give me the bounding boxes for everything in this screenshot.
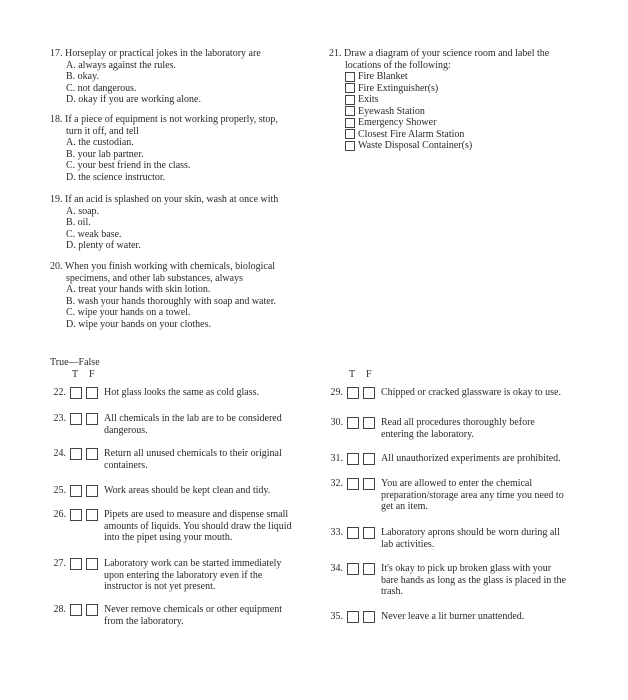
- option-d: D. okay if you are working alone.: [66, 94, 201, 105]
- item-number: 24.: [53, 448, 66, 459]
- tf-item-22: [48, 387, 259, 399]
- question-20-stem-cont: specimens, and other lab substances, always: [66, 272, 243, 284]
- item-text: Read all procedures thoroughly before entering the laboratory.: [381, 417, 535, 440]
- false-checkbox[interactable]: [86, 413, 98, 425]
- item-text: It's okay to pick up broken glass with your bare hands as long as the glass is placed in the trash.: [381, 563, 566, 597]
- checkbox[interactable]: [345, 129, 355, 139]
- option-a: A. soap.: [66, 205, 100, 217]
- item-text: Work areas should be kept clean and tidy.: [104, 485, 271, 496]
- true-checkbox[interactable]: [347, 611, 359, 623]
- true-checkbox[interactable]: [347, 478, 359, 490]
- option-c: C. your best friend in the class.: [66, 160, 191, 171]
- option-b: B. wash your hands thoroughly with soap and water.: [66, 295, 276, 307]
- item-text: Laboratory aprons should be worn during all lab activities.: [381, 527, 560, 550]
- option-a: A. treat your hands with skin lotion.: [66, 284, 211, 295]
- item-number: 32.: [330, 478, 343, 489]
- item-text: Pipets are used to measure and dispense small amounts of liquids. You should draw the liquid into the pipet using your mouth.: [104, 509, 292, 543]
- option-b: B. oil.: [66, 217, 91, 228]
- question-17: [50, 48, 261, 106]
- true-checkbox[interactable]: [347, 453, 359, 465]
- true-checkbox[interactable]: [347, 417, 359, 429]
- item-number: 34.: [330, 563, 343, 574]
- checklist-item[interactable]: Waste Disposal Container(s): [345, 140, 549, 152]
- option-a: A. always against the rules.: [66, 59, 176, 71]
- true-checkbox[interactable]: [347, 563, 359, 575]
- tf-item-31: [325, 453, 561, 465]
- checkbox[interactable]: [345, 95, 355, 105]
- item-text: Hot glass looks the same as cold glass.: [104, 387, 259, 398]
- item-number: 30.: [330, 417, 343, 428]
- true-checkbox[interactable]: [70, 485, 82, 497]
- tf-item-23: [48, 413, 282, 436]
- true-checkbox[interactable]: [70, 387, 82, 399]
- tf-item-35: [325, 611, 524, 623]
- tf-item-33: [325, 527, 560, 550]
- question-18-stem: 18. If a piece of equipment is not working properly, stop,: [50, 114, 278, 125]
- option-d: D. the science instructor.: [66, 171, 166, 183]
- question-20: [50, 261, 276, 330]
- tf-item-30: [325, 417, 535, 440]
- false-checkbox[interactable]: [363, 417, 375, 429]
- tf-item-27: [48, 558, 281, 593]
- item-number: 23.: [53, 413, 66, 424]
- checklist-item[interactable]: Eyewash Station: [345, 106, 549, 118]
- checklist-item[interactable]: Emergency Shower: [345, 117, 549, 129]
- item-number: 29.: [330, 387, 343, 398]
- option-b: B. your lab partner.: [66, 148, 144, 160]
- item-text: You are allowed to enter the chemical preparation/storage area any time you need to get an item.: [381, 478, 564, 512]
- false-checkbox[interactable]: [86, 485, 98, 497]
- option-d: D. wipe your hands on your clothes.: [66, 318, 211, 330]
- item-number: 33.: [330, 527, 343, 538]
- item-number: 35.: [330, 611, 343, 622]
- option-c: C. wipe your hands on a towel.: [66, 307, 191, 318]
- tf-item-25: [48, 485, 270, 497]
- checkbox[interactable]: [345, 106, 355, 116]
- checklist-item[interactable]: Fire Blanket: [345, 71, 549, 83]
- tf-item-28: [48, 604, 282, 627]
- false-checkbox[interactable]: [363, 611, 375, 623]
- true-checkbox[interactable]: [70, 509, 82, 521]
- checklist-item[interactable]: Exits: [345, 94, 549, 106]
- false-checkbox[interactable]: [363, 478, 375, 490]
- true-checkbox[interactable]: [70, 558, 82, 570]
- tf-item-34: [325, 563, 566, 598]
- item-number: 28.: [53, 604, 66, 615]
- item-number: 31.: [330, 453, 343, 464]
- location-checklist: [329, 71, 549, 152]
- checkbox[interactable]: [345, 118, 355, 128]
- question-21-stem: 21. Draw a diagram of your science room and label the: [329, 48, 550, 59]
- item-text: Never remove chemicals or other equipment from the laboratory.: [104, 604, 282, 627]
- true-checkbox[interactable]: [70, 604, 82, 616]
- checkbox[interactable]: [345, 72, 355, 82]
- true-checkbox[interactable]: [347, 527, 359, 539]
- tf-item-24: [48, 448, 282, 471]
- false-checkbox[interactable]: [86, 387, 98, 399]
- question-21-stem-cont: locations of the following:: [345, 59, 451, 71]
- column-header-f: F: [89, 369, 95, 380]
- checkbox[interactable]: [345, 141, 355, 151]
- question-21: [329, 48, 549, 152]
- false-checkbox[interactable]: [86, 558, 98, 570]
- item-text: Never leave a lit burner unattended.: [381, 611, 525, 622]
- section-heading-true-false: True—False: [50, 357, 100, 368]
- column-header-f: F: [366, 369, 372, 380]
- false-checkbox[interactable]: [363, 563, 375, 575]
- checkbox[interactable]: [345, 83, 355, 93]
- item-text: Return all unused chemicals to their original containers.: [104, 448, 282, 471]
- item-number: 25.: [53, 485, 66, 496]
- false-checkbox[interactable]: [363, 527, 375, 539]
- tf-item-32: [325, 478, 564, 513]
- item-number: 27.: [53, 558, 66, 569]
- tf-item-26: [48, 509, 292, 544]
- question-19-stem: 19. If an acid is splashed on your skin, wash at once with: [50, 194, 279, 205]
- true-checkbox[interactable]: [70, 448, 82, 460]
- item-number: 26.: [53, 509, 66, 520]
- false-checkbox[interactable]: [86, 604, 98, 616]
- false-checkbox[interactable]: [86, 448, 98, 460]
- false-checkbox[interactable]: [86, 509, 98, 521]
- true-checkbox[interactable]: [70, 413, 82, 425]
- item-text: All unauthorized experiments are prohibited.: [381, 453, 561, 464]
- option-a: A. the custodian.: [66, 137, 134, 148]
- checklist-item[interactable]: Fire Extinguisher(s): [345, 83, 549, 95]
- option-c: C. weak base.: [66, 228, 122, 240]
- question-18-stem-cont: turn it off, and tell: [66, 125, 139, 137]
- question-18: [50, 114, 278, 183]
- column-header-t: T: [72, 369, 79, 380]
- question-20-stem: 20. When you finish working with chemicals, biological: [50, 261, 276, 272]
- item-text: Laboratory work can be started immediately upon entering the laboratory even if the instructor is not yet present.: [104, 558, 282, 592]
- false-checkbox[interactable]: [363, 387, 375, 399]
- item-text: Chipped or cracked glassware is okay to use.: [381, 387, 561, 398]
- option-c: C. not dangerous.: [66, 82, 137, 94]
- option-d: D. plenty of water.: [66, 240, 141, 251]
- question-19: [50, 194, 278, 252]
- column-header-t: T: [349, 369, 356, 380]
- option-b: B. okay.: [66, 71, 99, 82]
- item-text: All chemicals in the lab are to be considered dangerous.: [104, 413, 282, 436]
- checklist-item[interactable]: Closest Fire Alarm Station: [345, 129, 549, 141]
- item-number: 22.: [53, 387, 66, 398]
- question-17-stem: 17. Horseplay or practical jokes in the laboratory are: [50, 48, 261, 59]
- true-checkbox[interactable]: [347, 387, 359, 399]
- tf-item-29: [325, 387, 561, 399]
- false-checkbox[interactable]: [363, 453, 375, 465]
